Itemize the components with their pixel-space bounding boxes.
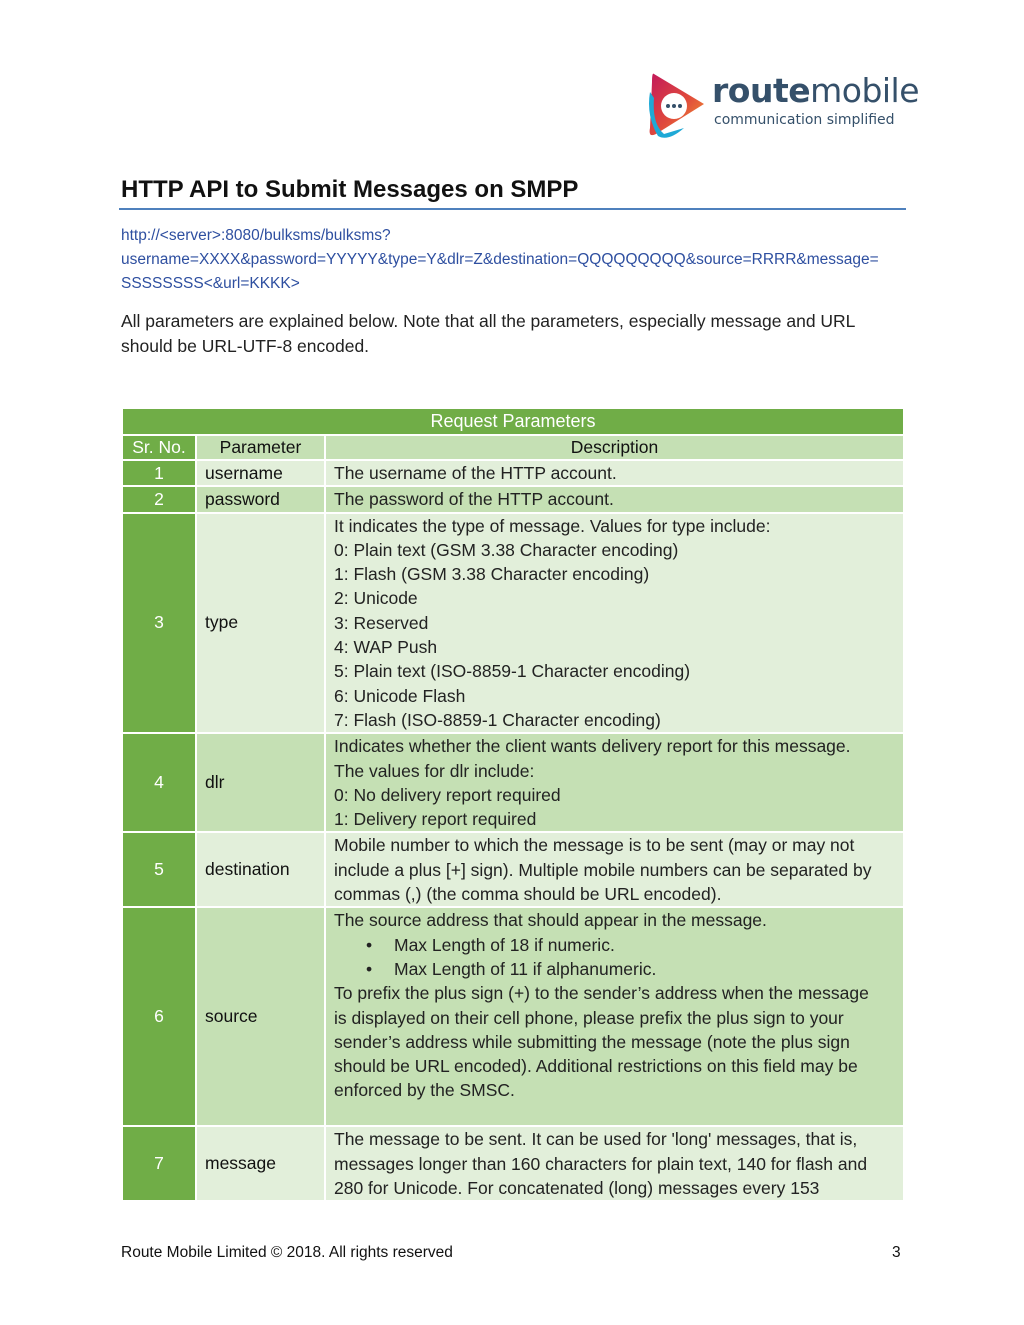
row-description (325, 486, 904, 512)
description-line: 280 for Unicode. For concatenated (long) messages every 153 (334, 1177, 820, 1198)
route-mobile-logo-icon (644, 68, 708, 142)
header-parameter: Parameter (196, 435, 325, 460)
description-line: It indicates the type of message. Values for type include: (334, 515, 771, 536)
description-line: 6: Unicode Flash (334, 685, 466, 706)
description-line: should be URL encoded). Additional restrictions on this field may be (334, 1056, 858, 1077)
page-title: HTTP API to Submit Messages on SMPP (121, 176, 579, 203)
description-line: include a plus [+] sign). Multiple mobile numbers can be separated by (334, 859, 872, 880)
description-line: 7: Flash (ISO-8859-1 Character encoding) (334, 709, 661, 730)
description-line: The username of the HTTP account. (334, 463, 617, 483)
row-description (325, 832, 904, 907)
api-url[interactable] (121, 224, 911, 296)
description-line: is displayed on their cell phone, please prefix the plus sign to your (334, 1007, 844, 1028)
bullet-list (334, 933, 897, 982)
row-number: 1 (122, 460, 196, 486)
description-line: messages longer than 160 characters for plain text, 140 for flash and (334, 1153, 868, 1174)
table-row (122, 1126, 904, 1201)
description-line: Mobile number to which the message is to be sent (may or may not (334, 835, 855, 856)
footer-copyright: Route Mobile Limited © 2018. All rights reserved (121, 1244, 453, 1261)
row-parameter: type (196, 513, 325, 734)
description-line: commas (,) (the comma should be URL encoded). (334, 884, 722, 905)
company-logo (644, 68, 920, 142)
logo-wordmark: routemobile (712, 71, 920, 110)
logo-tagline: communication simplified (714, 112, 895, 128)
intro-paragraph: All parameters are explained below. Note that all the parameters, especially message and URL should be URL-UTF-8 encoded. (121, 311, 855, 356)
header-description: Description (325, 435, 904, 460)
description-line: 2: Unicode (334, 588, 418, 609)
description-line: To prefix the plus sign (+) to the sender’s address when the message (334, 983, 869, 1004)
table-caption-row (122, 408, 904, 435)
row-description (325, 907, 904, 1126)
table-row (122, 486, 904, 512)
description-line: The password of the HTTP account. (334, 489, 614, 510)
row-description (325, 460, 904, 486)
description-line: Indicates whether the client wants delivery report for this message. (334, 736, 851, 757)
row-parameter: source (196, 907, 325, 1126)
row-parameter: destination (196, 832, 325, 907)
description-line: The values for dlr include: (334, 760, 535, 781)
row-description (325, 733, 904, 832)
table-row (122, 832, 904, 907)
row-number: 2 (122, 486, 196, 512)
table-row (122, 513, 904, 734)
table-row (122, 907, 904, 1126)
row-parameter: message (196, 1126, 325, 1201)
description-line: sender’s address while submitting the message (note the plus sign (334, 1031, 850, 1052)
page-number: 3 (892, 1244, 901, 1261)
table-row (122, 460, 904, 486)
api-url-line[interactable]: SSSSSSSS<&url=KKKK> (121, 275, 300, 292)
description-line: The message to be sent. It can be used for 'long' messages, that is, (334, 1129, 858, 1150)
description-line: 0: No delivery report required (334, 784, 561, 805)
row-number: 6 (122, 907, 196, 1126)
row-parameter: username (196, 460, 325, 486)
request-parameters-table (121, 407, 905, 1202)
description-line: 0: Plain text (GSM 3.38 Character encoding) (334, 539, 679, 560)
bullet-item: • Max Length of 18 if numeric. (334, 933, 897, 957)
row-description (325, 513, 904, 734)
row-description (325, 1126, 904, 1201)
api-url-line[interactable]: username=XXXX&password=YYYYY&type=Y&dlr=Z&destination=QQQQQQQQQ&source=RRRR&message= (121, 251, 879, 268)
table-row (122, 733, 904, 832)
description-line: The source address that should appear in the message. (334, 910, 767, 931)
description-line: 1: Delivery report required (334, 809, 537, 830)
row-parameter: password (196, 486, 325, 512)
description-line: 1: Flash (GSM 3.38 Character encoding) (334, 564, 650, 585)
description-line: 5: Plain text (ISO-8859-1 Character encoding) (334, 661, 691, 682)
row-number: 4 (122, 733, 196, 832)
bullet-item: • Max Length of 11 if alphanumeric. (334, 957, 897, 981)
table-header-row (122, 435, 904, 460)
table-caption: Request Parameters (122, 408, 904, 435)
row-number: 7 (122, 1126, 196, 1201)
header-sr-no: Sr. No. (122, 435, 196, 460)
title-underline (119, 208, 906, 210)
description-line: 3: Reserved (334, 612, 429, 633)
description-line: enforced by the SMSC. (334, 1080, 515, 1101)
row-number: 3 (122, 513, 196, 734)
row-number: 5 (122, 832, 196, 907)
row-parameter: dlr (196, 733, 325, 832)
description-line: 4: WAP Push (334, 637, 438, 658)
api-url-line[interactable]: http://<server>:8080/bulksms/bulksms? (121, 227, 391, 244)
